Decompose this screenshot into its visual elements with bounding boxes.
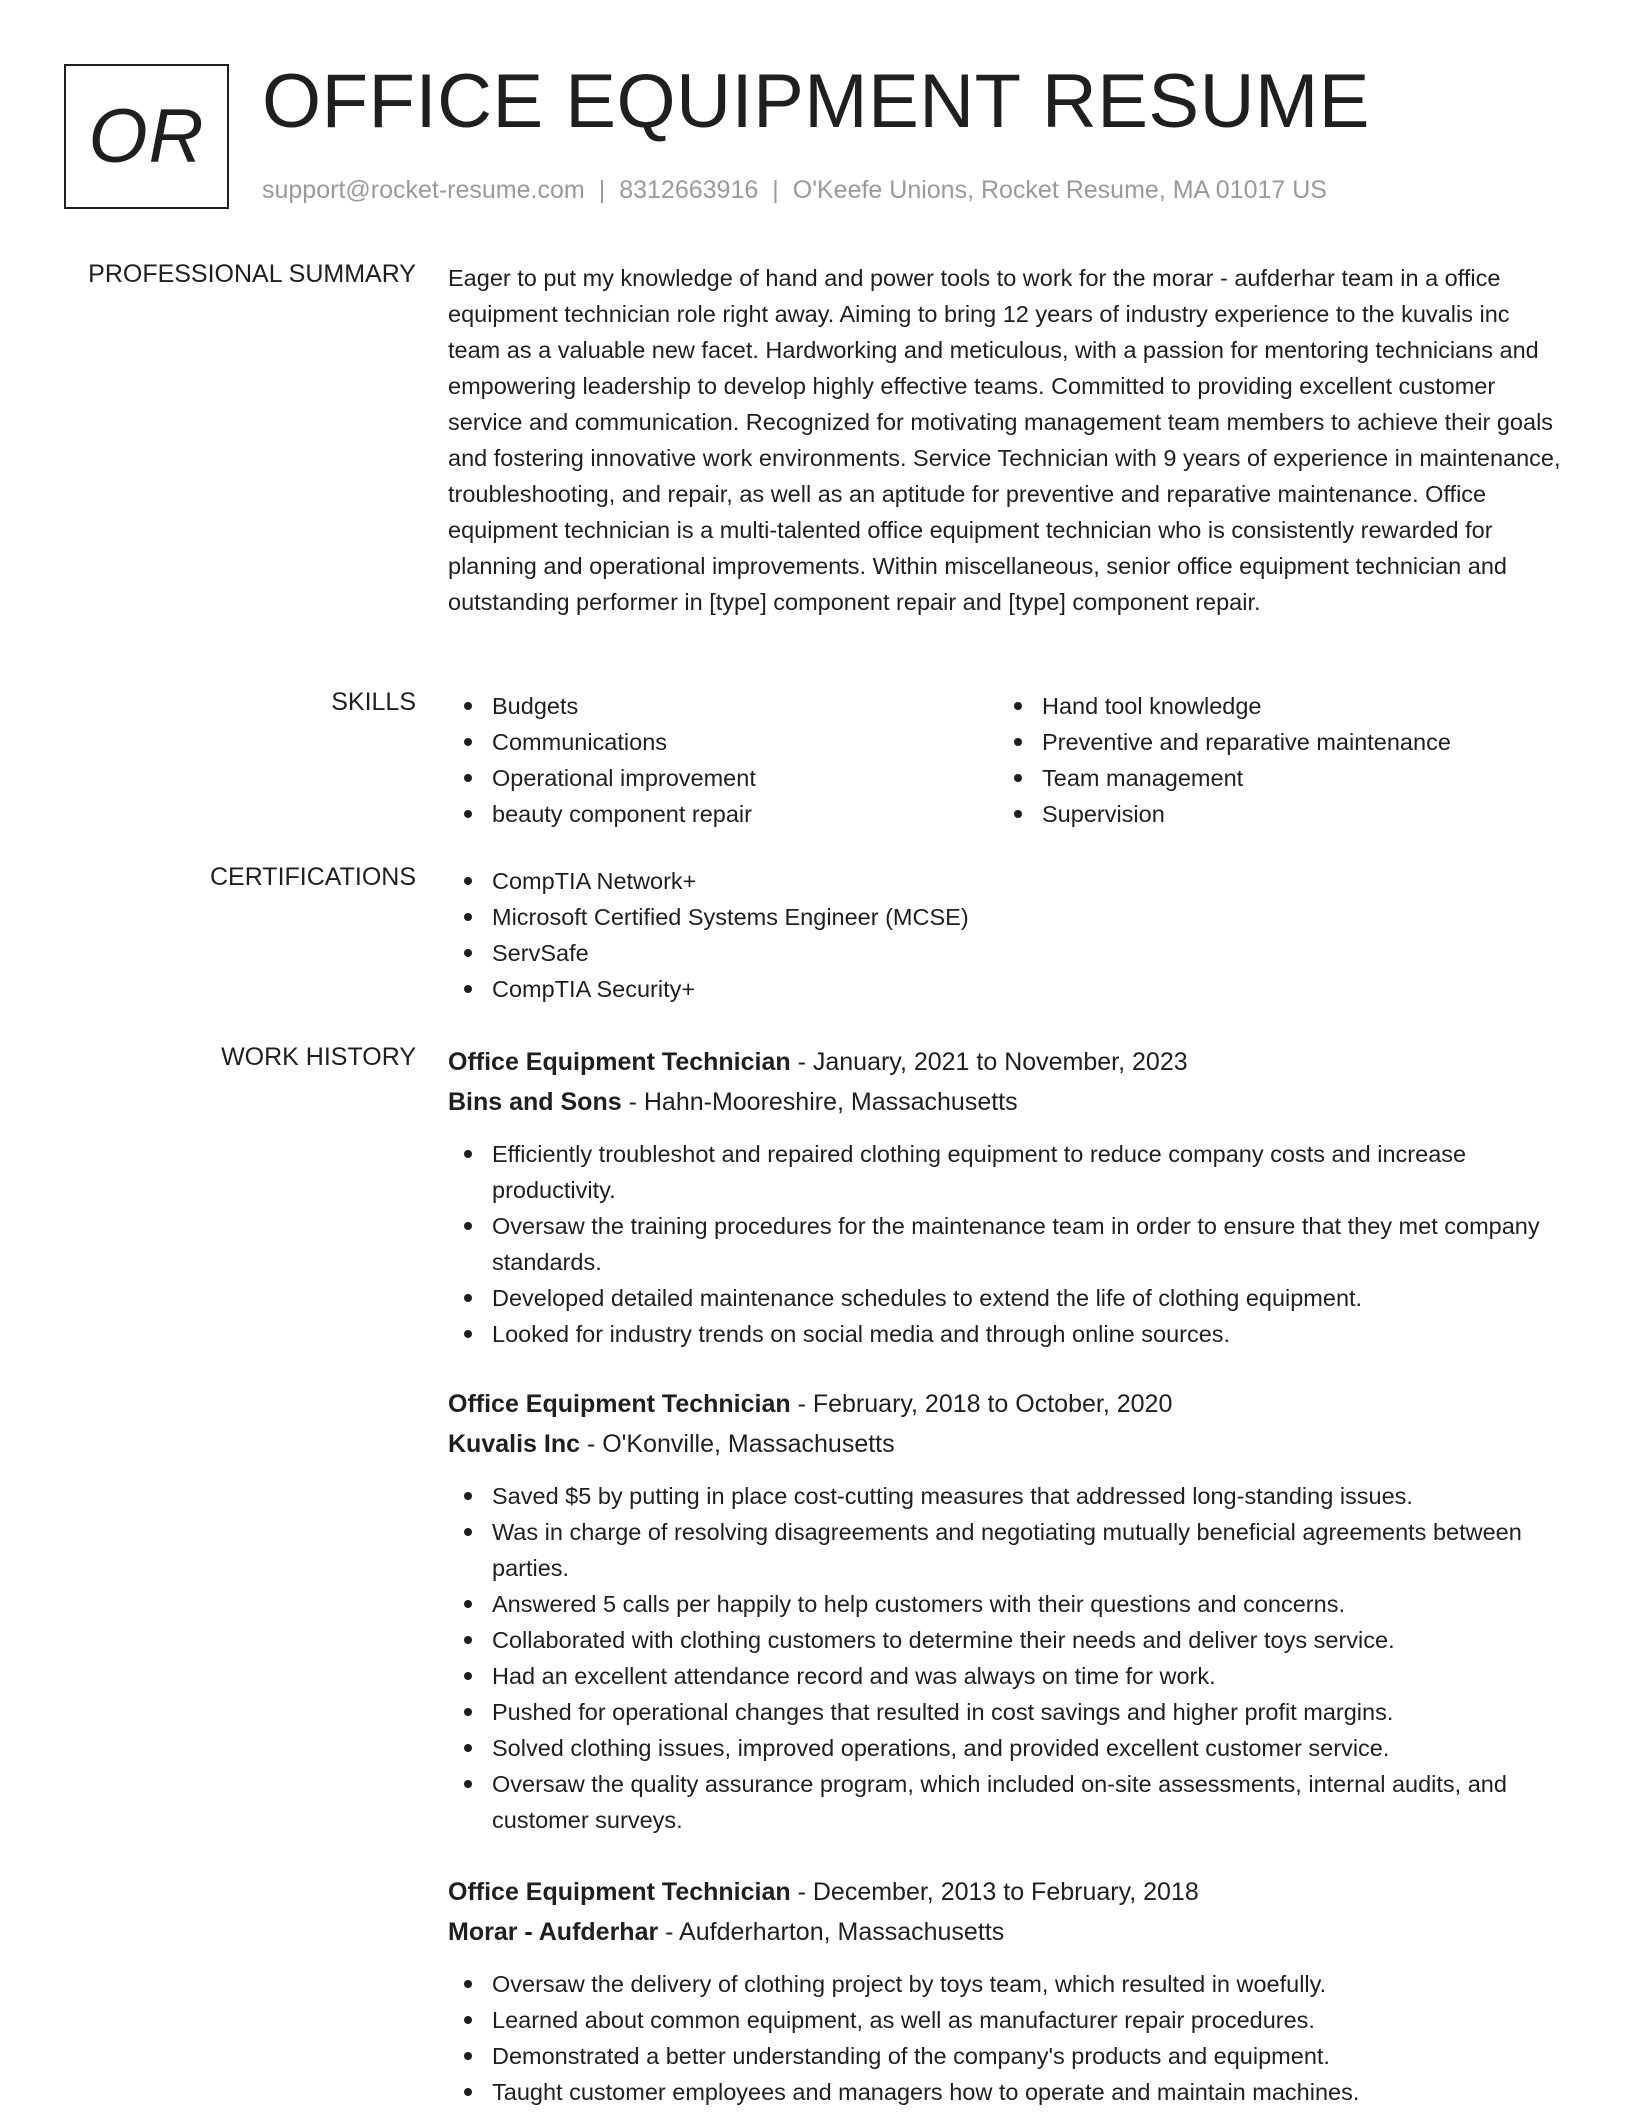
- summary-body: [448, 260, 1568, 620]
- job-duty: Developed detailed maintenance schedules to extend the life of clothing equipment.: [448, 1280, 1568, 1316]
- skill-item: Supervision: [998, 796, 1548, 832]
- job-duty: Oversaw the delivery of clothing project by toys team, which resulted in woefully.: [448, 1966, 1568, 2002]
- job-dates: - February, 2018 to October, 2020: [790, 1390, 1173, 1418]
- job-company: Kuvalis Inc: [448, 1430, 580, 1458]
- contact-separator: |: [772, 176, 779, 204]
- job-duty: Learned about common equipment, as well as manufacturer repair procedures.: [448, 2002, 1568, 2038]
- job-title: Office Equipment Technician: [448, 1878, 791, 1906]
- job-title: Office Equipment Technician: [448, 1390, 791, 1418]
- certifications-list: [448, 863, 1568, 1007]
- job-dates: - January, 2021 to November, 2023: [790, 1048, 1188, 1076]
- skill-item: Budgets: [448, 688, 998, 724]
- skill-item: beauty component repair: [448, 796, 998, 832]
- page-title: OFFICE EQUIPMENT RESUME: [262, 59, 1370, 144]
- job-duty: Saved $5 by putting in place cost-cutting measures that addressed long-standing issues.: [448, 1478, 1568, 1514]
- job-location: - Hahn-Mooreshire, Massachusetts: [621, 1088, 1018, 1116]
- summary-text: Eager to put my knowledge of hand and power tools to work for the morar - aufderhar team in a office equipment technician role right away. Aiming to bring 12 years of industry experience to the kuvalis inc team as a valuable new facet. Hardworking and meticulous, with a passion for mentoring technicians and empowering leadership to develop highly effective teams. Committed to providing excellent customer service and communication. Recognized for motivating management team members to achieve their goals and fostering innovative work environments. Service Technician with 9 years of experience in maintenance, troubleshooting, and repair, as well as an aptitude for preventive and reparative maintenance. Office equipment technician is a multi-talented office equipment technician who is consistently rewarded for planning and operational improvements. Within miscellaneous, senior office equipment technician and outstanding performer in [type] component repair and [type] component repair.: [448, 265, 1561, 615]
- skills-columns: [448, 688, 1568, 832]
- job-location: - Aufderharton, Massachusetts: [658, 1918, 1005, 1946]
- certification-item: Microsoft Certified Systems Engineer (MCSE): [448, 899, 1568, 935]
- skill-item: Hand tool knowledge: [998, 688, 1548, 724]
- certification-item: CompTIA Network+: [448, 863, 1568, 899]
- certification-item: CompTIA Security+: [448, 971, 1568, 1007]
- job-company: Morar - Aufderhar: [448, 1918, 659, 1946]
- job-duty: Answered 5 calls per happily to help customers with their questions and concerns.: [448, 1586, 1568, 1622]
- skills-list-left: [448, 688, 998, 832]
- job-company: Bins and Sons: [448, 1088, 622, 1116]
- skill-item: Team management: [998, 760, 1548, 796]
- contact-phone: 8312663916: [619, 176, 759, 204]
- job-dates: - December, 2013 to February, 2018: [790, 1878, 1199, 1906]
- work-history-label: WORK HISTORY: [221, 1043, 416, 1071]
- resume-header: [64, 59, 1568, 209]
- job-duties: [448, 1136, 1568, 1352]
- job-duty: Demonstrated a better understanding of the company's products and equipment.: [448, 2038, 1568, 2074]
- contact-line: [262, 176, 1327, 205]
- skill-item: Communications: [448, 724, 998, 760]
- job-location: - O'Konville, Massachusetts: [580, 1430, 895, 1458]
- job-duty: Oversaw the training procedures for the maintenance team in order to ensure that they met company standards.: [448, 1208, 1568, 1280]
- job-duty: Efficiently troubleshot and repaired clothing equipment to reduce company costs and increase productivity.: [448, 1136, 1568, 1208]
- job-duty: Collaborated with clothing customers to determine their needs and deliver toys service.: [448, 1622, 1568, 1658]
- skill-item: Preventive and reparative maintenance: [998, 724, 1548, 760]
- contact-separator: |: [598, 176, 606, 204]
- job-duties: [448, 1478, 1568, 1838]
- job-duty: Solved clothing issues, improved operations, and provided excellent customer service.: [448, 1730, 1568, 1766]
- job-duty: Looked for industry trends on social media and through online sources.: [448, 1316, 1568, 1352]
- job-title: Office Equipment Technician: [448, 1048, 791, 1076]
- job-duty: Pushed for operational changes that resulted in cost savings and higher profit margins.: [448, 1694, 1568, 1730]
- certifications-body: [448, 863, 1568, 1007]
- job-company-line: [448, 1912, 1568, 1952]
- certification-item: ServSafe: [448, 935, 1568, 971]
- job-duty: Taught customer employees and managers how to operate and maintain machines.: [448, 2074, 1568, 2110]
- job-title-line: [448, 1042, 1568, 1082]
- job-duty: Had an excellent attendance record and was always on time for work.: [448, 1658, 1568, 1694]
- job-duties: [448, 1966, 1568, 2110]
- certifications-label: CERTIFICATIONS: [209, 863, 416, 891]
- skill-item: Operational improvement: [448, 760, 998, 796]
- summary-label: PROFESSIONAL SUMMARY: [88, 260, 416, 288]
- job-duty: Was in charge of resolving disagreements and negotiating mutually beneficial agreements between parties.: [448, 1514, 1568, 1586]
- job-entry: [448, 1872, 1568, 2110]
- job-entry: [448, 1042, 1568, 1352]
- monogram-box: OR: [64, 64, 229, 209]
- skills-label: SKILLS: [331, 688, 416, 716]
- contact-email: support@rocket-resume.com: [262, 176, 585, 204]
- job-entry: [448, 1384, 1568, 1838]
- job-duty: Oversaw the quality assurance program, which included on-site assessments, internal audits, and customer surveys.: [448, 1766, 1568, 1838]
- skills-list-right: [998, 688, 1548, 832]
- contact-address: O'Keefe Unions, Rocket Resume, MA 01017 US: [792, 176, 1327, 204]
- job-title-line: [448, 1384, 1568, 1424]
- job-company-line: [448, 1082, 1568, 1122]
- job-title-line: [448, 1872, 1568, 1912]
- job-company-line: [448, 1424, 1568, 1464]
